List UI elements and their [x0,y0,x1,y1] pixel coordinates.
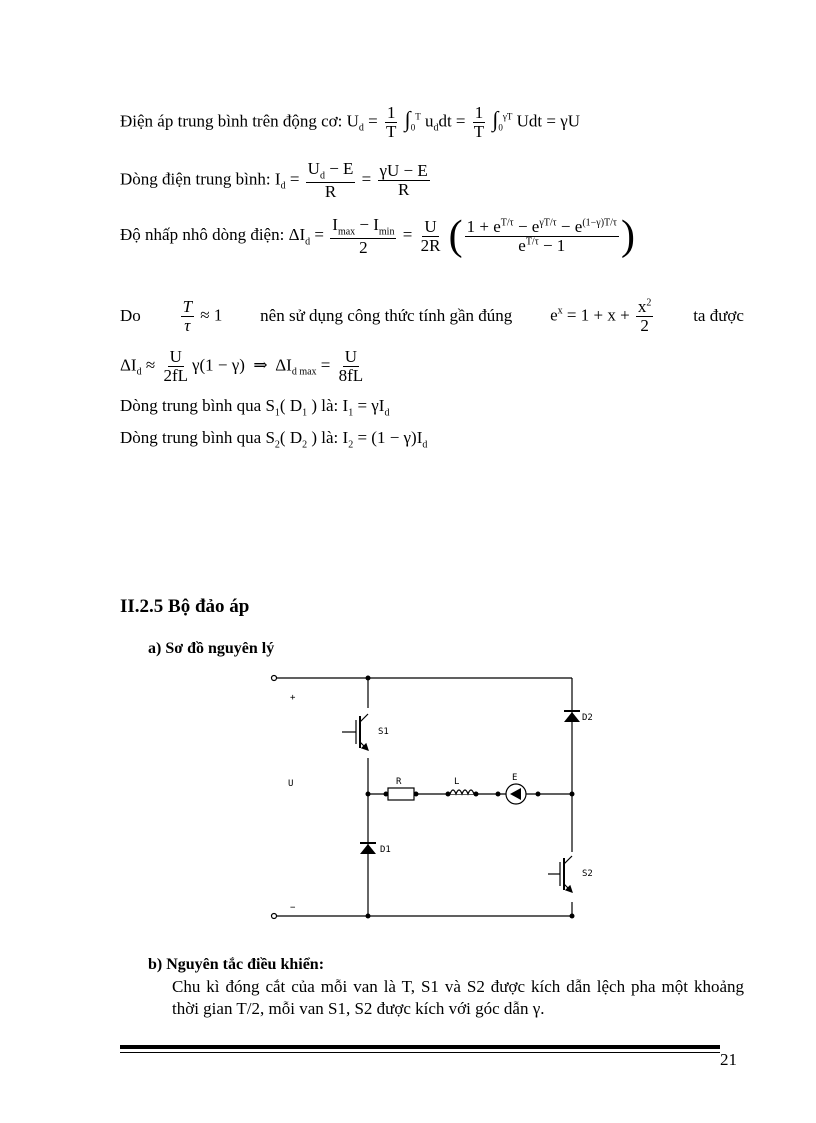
formula-ripple-approx: $\Delta I_d$ ≈ $\frac{U}{2fL}$ γ(1 − γ) ⇒ $\Delta I_{d max}$ = $\frac{U}{8fL}$ [120,347,364,385]
l-label: L [454,777,460,787]
d2-diode [564,711,580,722]
s2-transistor [548,852,578,902]
s1-transistor [342,708,374,758]
word-do: Do [120,306,141,326]
formula-average-current: Dòng điện trung bình: $I_d$ = $\frac{U_d - E}{R}$ = $\frac{\gamma U - E}{R}$ [120,159,428,201]
s1-label: S1 [378,727,389,737]
subheading-a: a) Sơ đồ nguyên lý [148,640,275,657]
label-average-voltage: Điện áp trung bình trên động cơ: [120,111,343,131]
formula-approximation: Do $\frac{T}{\tau}$ ≈ 1 nên sử dụng công thức tính gần đúng $e^x = 1 + x$ + $\frac{x^2}{2}$ ta được [120,297,744,335]
section-title: II.2.5 Bộ đảo áp [120,596,250,617]
subheading-b: b) Nguyên tắc điều khiển: [148,956,325,973]
formula-ripple-current: Độ nhấp nhô dòng điện: $\Delta I_d$ = $\frac{I_{max} - I_{min}}{2}$ = $\frac{U}{2R}$ ( $\frac{1 + e^{T/\tau} - e^{\gamma T/\tau} - e^{(1-\gamma)T/\tau}}{e^{T/\tau} - 1}$ ) [120,213,635,259]
r-label: R [396,777,402,787]
la-2: là: [321,428,339,447]
minus-label: − [290,903,296,913]
label-current-s2: Dòng trung bình qua [120,428,262,447]
formula-current-s2: Dòng trung bình qua $S_2$( $D_2$ ) là: $I_2 = (1 - \gamma)I_d$ [120,428,428,451]
formula-average-voltage: Điện áp trung bình trên động cơ: $U_d$ = $\frac{1}{T}$ $\int_0^T$ $u_ddt$ = $\frac{1}{T}$ $\int_0^{\gamma T}$ Udt = γU [120,103,581,141]
d2-label: D2 [582,713,593,723]
footer-rule-thick [120,1045,720,1049]
label-current-s1: Dòng trung bình qua [120,396,262,415]
control-paragraph: Chu kì đóng cắt của mỗi van là T, S1 và S2 được kích dẫn lệch pha một khoảng thời gian T/2, mỗi van S1, S2 được kích với góc dẫn γ. [172,977,744,1018]
circuit-diagram [270,668,593,930]
plus-label: + [290,693,296,703]
u-label: U [288,779,294,789]
formula-current-s1: Dòng trung bình qua $S_1$( $D_1$ ) là: $I_1 = \gamma I_d$ [120,396,390,419]
page-number: 21 [720,1050,737,1069]
footer-rule-thin [120,1052,720,1053]
ta-duoc: ta được [693,306,744,326]
e-label: E [512,773,518,783]
la-1: là: [321,396,339,415]
approx-text: nên sử dụng công thức tính gần đúng [260,306,513,326]
label-average-current: Dòng điện trung bình: [120,169,271,189]
d1-label: D1 [380,845,391,855]
label-ripple-current: Độ nhấp nhô dòng điện: [120,224,285,244]
resistor-r [388,788,414,800]
inductor-l [450,790,474,794]
s2-label: S2 [582,869,593,879]
d1-diode [360,843,376,854]
